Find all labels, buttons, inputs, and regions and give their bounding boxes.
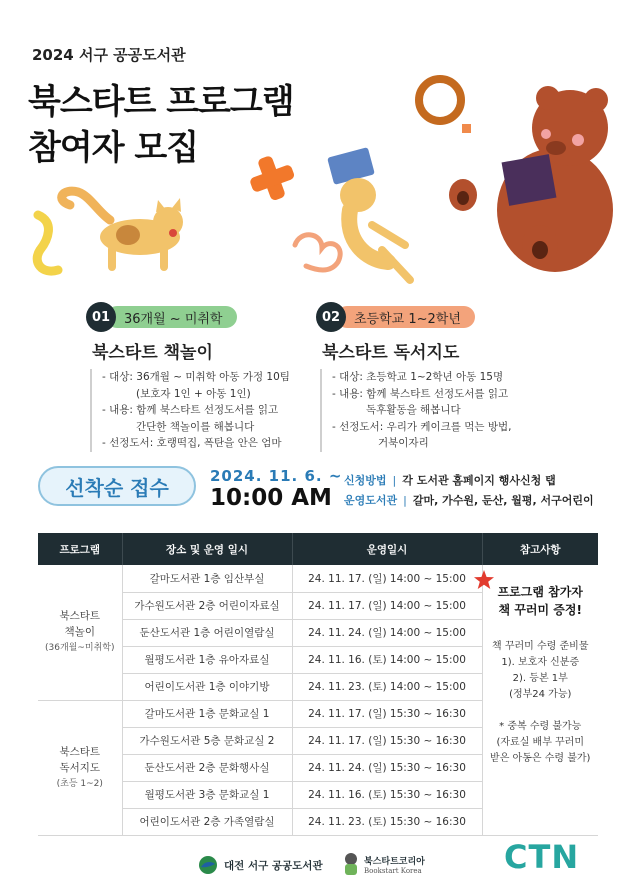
program-name: 북스타트 책놀이 — [92, 343, 213, 363]
bookstart-mascot-icon — [342, 852, 360, 876]
program-cell-name2: 독서지도 — [59, 761, 101, 774]
page-title-line1: 북스타트 프로그램 — [28, 82, 294, 122]
program-detail-line: (보호자 1인 + 아동 1인) — [136, 387, 251, 400]
seogu-emblem-icon — [198, 855, 218, 875]
time-cell: 24. 11. 24. (일) 14:00 ~ 15:00 — [292, 619, 482, 646]
first-come-badge: 선착순 접수 — [38, 466, 196, 506]
registration-date: 2024. 11. 6. ~ — [210, 467, 343, 485]
notes-line: 받은 아동은 수령 불가) — [490, 753, 591, 764]
squiggle-icon — [37, 215, 58, 271]
seogu-library-logo — [198, 855, 323, 875]
table-row — [38, 565, 598, 592]
time-cell: 24. 11. 24. (일) 15:30 ~ 16:30 — [292, 754, 482, 781]
program-details — [90, 369, 316, 452]
place-cell: 월평도서관 3층 문화교실 1 — [122, 781, 292, 808]
notes-line: (자료실 배부 꾸러미 — [496, 737, 585, 748]
program-cell — [38, 565, 122, 700]
apply-method-value: 각 도서관 홈페이지 행사신청 탭 — [402, 474, 556, 487]
notes-highlight — [483, 583, 599, 619]
seogu-library-name: 대전 서구 공공도서관 — [224, 859, 323, 872]
program-age-pill: 36개월 ~ 미취학 — [106, 306, 237, 328]
table-header-row — [38, 533, 598, 565]
col-header-time: 운영일시 — [292, 533, 482, 565]
time-cell: 24. 11. 17. (일) 15:30 ~ 16:30 — [292, 700, 482, 727]
bookstart-korea-name: 북스타트코리아 — [364, 856, 425, 867]
apply-method-label: 신청방법 — [344, 474, 387, 487]
time-cell: 24. 11. 16. (토) 15:30 ~ 16:30 — [292, 781, 482, 808]
program-details — [320, 369, 556, 452]
libraries-label: 운영도서관 — [344, 494, 398, 507]
program-detail-line: - 내용: 함께 북스타트 선정도서를 읽고 — [102, 404, 279, 416]
program-age-pill: 초등학교 1~2학년 — [336, 306, 475, 328]
square-icon — [462, 124, 471, 133]
time-cell: 24. 11. 16. (토) 14:00 ~ 15:00 — [292, 646, 482, 673]
notes-line: (정부24 가능) — [509, 689, 572, 700]
time-cell: 24. 11. 23. (토) 15:30 ~ 16:30 — [292, 808, 482, 835]
cat-illustration — [62, 191, 183, 271]
program-detail-line: - 선정도서: 우리가 케이크를 먹는 방법, — [332, 420, 512, 433]
col-header-notes: 참고사항 — [482, 533, 598, 565]
time-cell: 24. 11. 23. (토) 14:00 ~ 15:00 — [292, 673, 482, 700]
program-cell — [38, 700, 122, 835]
place-cell: 갈마도서관 1층 문화교실 1 — [122, 700, 292, 727]
time-cell: 24. 11. 17. (일) 14:00 ~ 15:00 — [292, 592, 482, 619]
place-cell: 둔산도서관 2층 문화행사실 — [122, 754, 292, 781]
schedule-table — [38, 533, 598, 836]
notes-line: 책 꾸러미 수령 준비물 — [492, 641, 589, 652]
notes-highlight-line2: 책 꾸러미 증정! — [498, 603, 582, 617]
notes-line: * 중복 수령 불가능 — [499, 721, 582, 732]
notes-highlight-line1: 프로그램 참가자 — [497, 585, 583, 599]
col-header-place: 장소 및 운영 일시 — [122, 533, 292, 565]
program-card-1 — [86, 302, 316, 452]
bookstart-korea-sub: Bookstart Korea — [364, 866, 422, 875]
notes-line: 2). 등본 1부 — [512, 673, 568, 684]
notes-cell — [482, 565, 598, 835]
decorative-illustrations — [0, 0, 630, 300]
ring-icon — [419, 79, 461, 121]
place-cell: 어린이도서관 2층 가족열람실 — [122, 808, 292, 835]
libraries-value: 갈마, 가수원, 둔산, 월평, 서구어린이 — [412, 494, 594, 507]
page-title-line2: 참여자 모집 — [28, 128, 199, 168]
registration-time: 10:00 AM — [210, 485, 332, 511]
program-card-2 — [316, 302, 556, 452]
program-detail-line: - 대상: 36개월 ~ 미취학 아동 가정 10팀 — [102, 371, 290, 383]
program-cell-name2: 책놀이 — [64, 626, 95, 639]
program-detail-line: - 선정도서: 호랭떡집, 폭탄을 안은 엄마 — [102, 437, 282, 449]
apply-method-row: 신청방법 | 각 도서관 홈페이지 행사신청 탭 — [344, 474, 556, 487]
place-cell: 둔산도서관 1층 어린이열람실 — [122, 619, 292, 646]
heart-outline-icon — [295, 235, 340, 270]
ctn-logo: CTN — [504, 838, 580, 876]
star-icon — [473, 569, 495, 591]
bookstart-korea-logo — [342, 852, 425, 876]
program-cell-sub: (초등 1~2) — [56, 778, 103, 789]
time-cell: 24. 11. 17. (일) 15:30 ~ 16:30 — [292, 727, 482, 754]
program-detail-line: 독후활동을 해봅니다 — [366, 404, 461, 416]
program-detail-line: 거북이자리 — [378, 437, 429, 449]
program-number-badge: 01 — [86, 302, 116, 332]
program-cell-sub: (36개월~미취학) — [45, 643, 115, 654]
notes-line: 1). 보호자 신분증 — [501, 657, 580, 668]
time-cell: 24. 11. 17. (일) 14:00 ~ 15:00 — [292, 565, 482, 592]
program-cell-name: 북스타트 — [59, 610, 101, 623]
place-cell: 갈마도서관 1층 임산부실 — [122, 565, 292, 592]
program-detail-line: 간단한 책놀이를 해봅니다 — [136, 420, 255, 433]
plus-icon — [244, 150, 300, 206]
place-cell: 가수원도서관 5층 문화교실 2 — [122, 727, 292, 754]
place-cell: 어린이도서관 1층 이야기방 — [122, 673, 292, 700]
program-detail-line: - 내용: 함께 북스타트 선정도서를 읽고 — [332, 387, 509, 400]
place-cell: 가수원도서관 2층 어린이자료실 — [122, 592, 292, 619]
program-name: 북스타트 독서지도 — [322, 343, 460, 363]
program-cell-name: 북스타트 — [59, 745, 101, 758]
col-header-program: 프로그램 — [38, 533, 122, 565]
header-subtitle: 2024 서구 공공도서관 — [32, 46, 186, 64]
bear-illustration — [449, 86, 613, 272]
place-cell: 월평도서관 1층 유아자료실 — [122, 646, 292, 673]
program-number-badge: 02 — [316, 302, 346, 332]
libraries-row: 운영도서관 | 갈마, 가수원, 둔산, 월평, 서구어린이 — [344, 494, 594, 507]
program-detail-line: - 대상: 초등학교 1~2학년 아동 15명 — [332, 371, 504, 383]
